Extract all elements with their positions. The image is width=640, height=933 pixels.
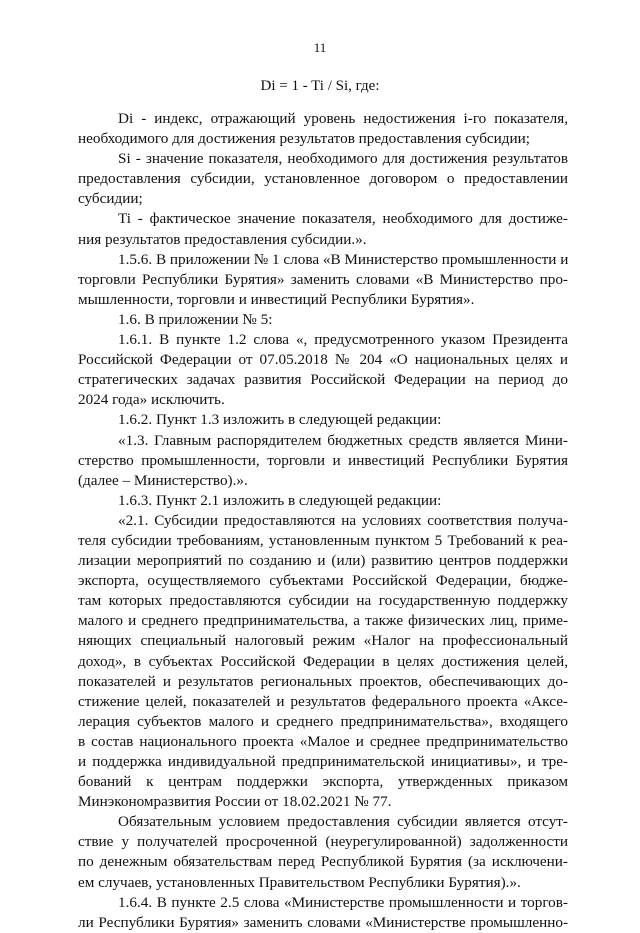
document-body <box>78 109 568 933</box>
text-line: доход», в субъектах Российской Федерации в целях достижения целей, <box>78 652 568 670</box>
text-line: в состав национального проекта «Малое и среднее предпринимательство <box>78 732 568 750</box>
text-line: Ti - фактическое значение показателя, необходимого для достиже- <box>118 210 568 228</box>
text-line: Обязательным условием предоставления субсидии является отсут- <box>118 813 568 831</box>
text-line: лерация субъектов малого и среднего предпринимательства», входящего <box>78 712 568 730</box>
text-line: малого и среднего предпринимательства, а также физических лиц, приме- <box>78 612 568 630</box>
text-line: «1.3. Главным распорядителем бюджетных средств является Мини- <box>118 431 568 449</box>
text-line: показателей и результатов региональных проектов, обеспечивающих до- <box>78 672 568 690</box>
text-line: Минэкономразвития России от 18.02.2021 № 77. <box>78 793 392 811</box>
text-line: ствие у получателей просроченной (неурегулированной) задолженности <box>78 833 568 851</box>
text-line: Di - индекс, отражающий уровень недостижения i-го показателя, <box>118 110 568 127</box>
text-line: ем случаев, установленных Правительством Республики Бурятия).». <box>78 873 521 891</box>
text-line: необходимого для достижения результатов предоставления субсидии; <box>78 130 530 148</box>
text-line: 1.6.4. В пункте 2.5 слова «Министерстве промышленности и торгов- <box>118 893 568 911</box>
text-line: Российской Федерации от 07.05.2018 № 204 «О национальных целях и <box>78 351 568 369</box>
text-line: (далее – Министерство).». <box>78 471 248 489</box>
text-line: «2.1. Субсидии предоставляются на условиях соответствия получа- <box>118 511 568 529</box>
text-line: ли Республики Бурятия» заменить словами «Министерстве промышленно- <box>78 913 568 931</box>
text-line: бований к центрам поддержки экспорта, утвержденных приказом <box>78 773 568 791</box>
page-number: 11 <box>313 40 327 55</box>
text-line: субсидии; <box>78 190 143 208</box>
text-line: по денежным обязательствам перед Республикой Бурятия (за исключени- <box>78 853 568 871</box>
text-line: ния результатов предоставления субсидии.». <box>78 230 367 248</box>
text-line: стратегических задачах развития Российской Федерации на период до <box>78 371 568 389</box>
text-line: 1.6. В приложении № 5: <box>118 310 273 328</box>
formula-line: Di = 1 - Ti / Si, где: <box>260 78 380 94</box>
text-line: теля субсидии требованиям, установленным пунктом 5 Требований к реа- <box>78 531 568 549</box>
text-line: стижение целей, показателей и результатов федерального проекта «Аксе- <box>78 692 568 710</box>
text-line: там которых предоставляются субсидии на государственную поддержку <box>78 592 568 610</box>
text-line: торговли Республики Бурятия» заменить словами «В Министерство про- <box>78 270 568 288</box>
text-line: 1.6.3. Пункт 2.1 изложить в следующей редакции: <box>118 491 442 509</box>
text-line: Si - значение показателя, необходимого для достижения результатов <box>118 150 568 168</box>
text-line: экспорта, осуществляемого субъектами Российской Федерации, бюдже- <box>78 572 568 590</box>
text-line: лизации мероприятий по созданию и (или) развитию центров поддержки <box>78 552 568 570</box>
text-line: няющих специальный налоговый режим «Налог на профессиональный <box>78 632 568 650</box>
text-line: 2024 года» исключить. <box>78 391 225 409</box>
text-line: стерство промышленности, торговли и инвестиций Республики Бурятия <box>78 451 568 469</box>
text-line: и поддержка индивидуальной предпринимательской инициативы», и тре- <box>78 753 568 770</box>
text-line: 1.6.2. Пункт 1.3 изложить в следующей редакции: <box>118 411 442 429</box>
text-line: 1.6.1. В пункте 1.2 слова «, предусмотренного указом Президента <box>118 331 568 349</box>
text-line: 1.5.6. В приложении № 1 слова «В Министерство промышленности и <box>118 250 568 268</box>
text-line: предоставления субсидии, установленное договором о предоставлении <box>78 170 568 188</box>
text-line: мышленности, торговли и инвестиций Республики Бурятия». <box>78 290 475 308</box>
